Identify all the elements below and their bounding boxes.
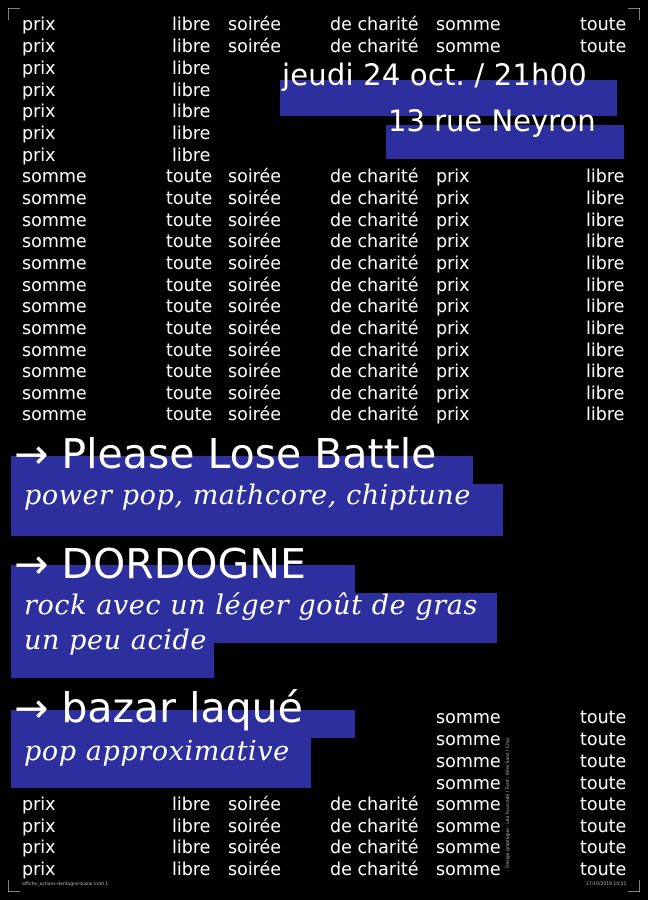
word-soiree: soirée [228, 319, 282, 339]
word-soiree: soirée [228, 405, 282, 425]
word-prix: prix [436, 232, 470, 252]
word-prix: prix [22, 146, 56, 166]
word-row [0, 275, 648, 297]
word-toute: toute [166, 189, 213, 209]
word-toute: toute [166, 341, 213, 361]
word-charite: de charité [330, 795, 419, 815]
word-somme: somme [436, 37, 501, 57]
word-libre: libre [172, 817, 211, 837]
word-prix: prix [436, 319, 470, 339]
word-prix: prix [22, 838, 56, 858]
word-somme: somme [436, 708, 501, 728]
word-prix: prix [22, 15, 56, 35]
word-somme: somme [22, 276, 87, 296]
word-toute: toute [580, 708, 627, 728]
word-soiree: soirée [228, 838, 282, 858]
word-somme: somme [22, 189, 87, 209]
word-charite: de charité [330, 37, 419, 57]
word-prix: prix [436, 211, 470, 231]
word-soiree: soirée [228, 384, 282, 404]
word-prix: prix [436, 341, 470, 361]
word-libre: libre [172, 59, 211, 79]
word-row [0, 404, 648, 426]
word-libre: libre [586, 232, 625, 252]
word-prix: prix [436, 384, 470, 404]
word-somme: somme [22, 167, 87, 187]
file-credit: affiche_actions-dordogne-bazar.indd 1 [22, 882, 109, 887]
word-charite: de charité [330, 817, 419, 837]
word-libre: libre [172, 15, 211, 35]
date-credit: 17/10/2019 14:51 [586, 882, 627, 887]
word-prix: prix [436, 167, 470, 187]
word-toute: toute [580, 774, 627, 794]
word-charite: de charité [330, 232, 419, 252]
word-toute: toute [580, 752, 627, 772]
word-somme: somme [436, 838, 501, 858]
word-soiree: soirée [228, 795, 282, 815]
word-charite: de charité [330, 189, 419, 209]
design-credit: Design graphique : Léa Fourcade / Font : Aéro Sans / Cmp [506, 737, 511, 868]
word-libre: libre [586, 341, 625, 361]
word-charite: de charité [330, 276, 419, 296]
word-libre: libre [172, 795, 211, 815]
word-toute: toute [580, 37, 627, 57]
word-prix: prix [436, 405, 470, 425]
word-prix: prix [22, 860, 56, 880]
word-charite: de charité [330, 297, 419, 317]
word-libre: libre [172, 37, 211, 57]
word-somme: somme [22, 341, 87, 361]
word-soiree: soirée [228, 189, 282, 209]
word-libre: libre [586, 189, 625, 209]
word-charite: de charité [330, 254, 419, 274]
band-3-genre: pop approximative [24, 736, 290, 767]
word-charite: de charité [330, 15, 419, 35]
crop-mark-bottom-left [8, 880, 20, 892]
word-libre: libre [586, 297, 625, 317]
word-toute: toute [166, 211, 213, 231]
word-row [0, 318, 648, 340]
word-prix: prix [436, 276, 470, 296]
word-soiree: soirée [228, 817, 282, 837]
word-somme: somme [436, 817, 501, 837]
word-row [0, 837, 648, 859]
word-prix: prix [22, 37, 56, 57]
band-2-name: → DORDOGNE [14, 540, 306, 588]
crop-mark-bottom-right [628, 880, 640, 892]
word-row [0, 14, 648, 36]
word-libre: libre [172, 102, 211, 122]
word-prix: prix [436, 362, 470, 382]
crop-mark-top-right [628, 8, 640, 20]
word-row [0, 361, 648, 383]
word-soiree: soirée [228, 276, 282, 296]
word-soiree: soirée [228, 362, 282, 382]
word-somme: somme [22, 211, 87, 231]
word-row [0, 794, 648, 816]
word-soiree: soirée [228, 37, 282, 57]
word-row [0, 210, 648, 232]
word-soiree: soirée [228, 167, 282, 187]
word-toute: toute [166, 276, 213, 296]
word-row [0, 36, 648, 58]
word-libre: libre [586, 319, 625, 339]
word-somme: somme [22, 362, 87, 382]
word-charite: de charité [330, 405, 419, 425]
word-toute: toute [580, 795, 627, 815]
word-prix: prix [22, 102, 56, 122]
word-somme: somme [22, 384, 87, 404]
word-toute: toute [166, 167, 213, 187]
word-charite: de charité [330, 211, 419, 231]
word-somme: somme [22, 254, 87, 274]
event-date-time: jeudi 24 oct. / 21h00 [282, 58, 587, 92]
word-row [0, 166, 648, 188]
word-toute: toute [580, 860, 627, 880]
band-3-name: → bazar laqué [14, 684, 303, 732]
word-toute: toute [580, 730, 627, 750]
word-prix: prix [436, 254, 470, 274]
word-soiree: soirée [228, 297, 282, 317]
word-toute: toute [580, 15, 627, 35]
word-soiree: soirée [228, 860, 282, 880]
word-charite: de charité [330, 167, 419, 187]
word-somme: somme [436, 730, 501, 750]
word-charite: de charité [330, 860, 419, 880]
word-toute: toute [580, 817, 627, 837]
word-libre: libre [586, 211, 625, 231]
word-toute: toute [580, 838, 627, 858]
word-somme: somme [436, 15, 501, 35]
band-2-genre-line-2: un peu acide [24, 625, 207, 656]
word-toute: toute [166, 297, 213, 317]
crop-mark-top-left [8, 8, 20, 20]
word-row [0, 188, 648, 210]
word-toute: toute [166, 319, 213, 339]
word-row [0, 340, 648, 362]
word-libre: libre [586, 276, 625, 296]
word-libre: libre [172, 860, 211, 880]
word-libre: libre [586, 167, 625, 187]
word-prix: prix [22, 817, 56, 837]
word-toute: toute [166, 405, 213, 425]
word-libre: libre [586, 405, 625, 425]
word-row [0, 859, 648, 881]
word-libre: libre [586, 362, 625, 382]
band-1-genre: power pop, mathcore, chiptune [24, 480, 471, 511]
word-soiree: soirée [228, 232, 282, 252]
word-prix: prix [22, 59, 56, 79]
word-somme: somme [22, 405, 87, 425]
word-libre: libre [172, 124, 211, 144]
word-libre: libre [172, 146, 211, 166]
word-charite: de charité [330, 384, 419, 404]
word-prix: prix [22, 81, 56, 101]
word-libre: libre [172, 838, 211, 858]
word-somme: somme [22, 232, 87, 252]
word-charite: de charité [330, 362, 419, 382]
word-prix: prix [22, 124, 56, 144]
word-toute: toute [166, 232, 213, 252]
band-2-genre-line-1: rock avec un léger goût de gras [24, 590, 478, 621]
word-row [0, 253, 648, 275]
word-charite: de charité [330, 341, 419, 361]
word-charite: de charité [330, 838, 419, 858]
word-somme: somme [22, 319, 87, 339]
word-soiree: soirée [228, 15, 282, 35]
word-soiree: soirée [228, 254, 282, 274]
word-somme: somme [436, 752, 501, 772]
word-prix: prix [22, 795, 56, 815]
word-prix: prix [436, 297, 470, 317]
word-somme: somme [436, 774, 501, 794]
word-libre: libre [586, 254, 625, 274]
event-address: 13 rue Neyron [388, 104, 596, 138]
word-libre: libre [172, 81, 211, 101]
word-toute: toute [166, 362, 213, 382]
word-row [0, 383, 648, 405]
word-soiree: soirée [228, 341, 282, 361]
word-somme: somme [436, 795, 501, 815]
word-row [0, 816, 648, 838]
band-1-name: → Please Lose Battle [14, 430, 437, 478]
word-prix: prix [436, 189, 470, 209]
word-somme: somme [22, 297, 87, 317]
word-libre: libre [586, 384, 625, 404]
word-somme: somme [436, 860, 501, 880]
word-toute: toute [166, 254, 213, 274]
word-row [0, 231, 648, 253]
word-soiree: soirée [228, 211, 282, 231]
word-row [0, 296, 648, 318]
word-charite: de charité [330, 319, 419, 339]
word-toute: toute [166, 384, 213, 404]
